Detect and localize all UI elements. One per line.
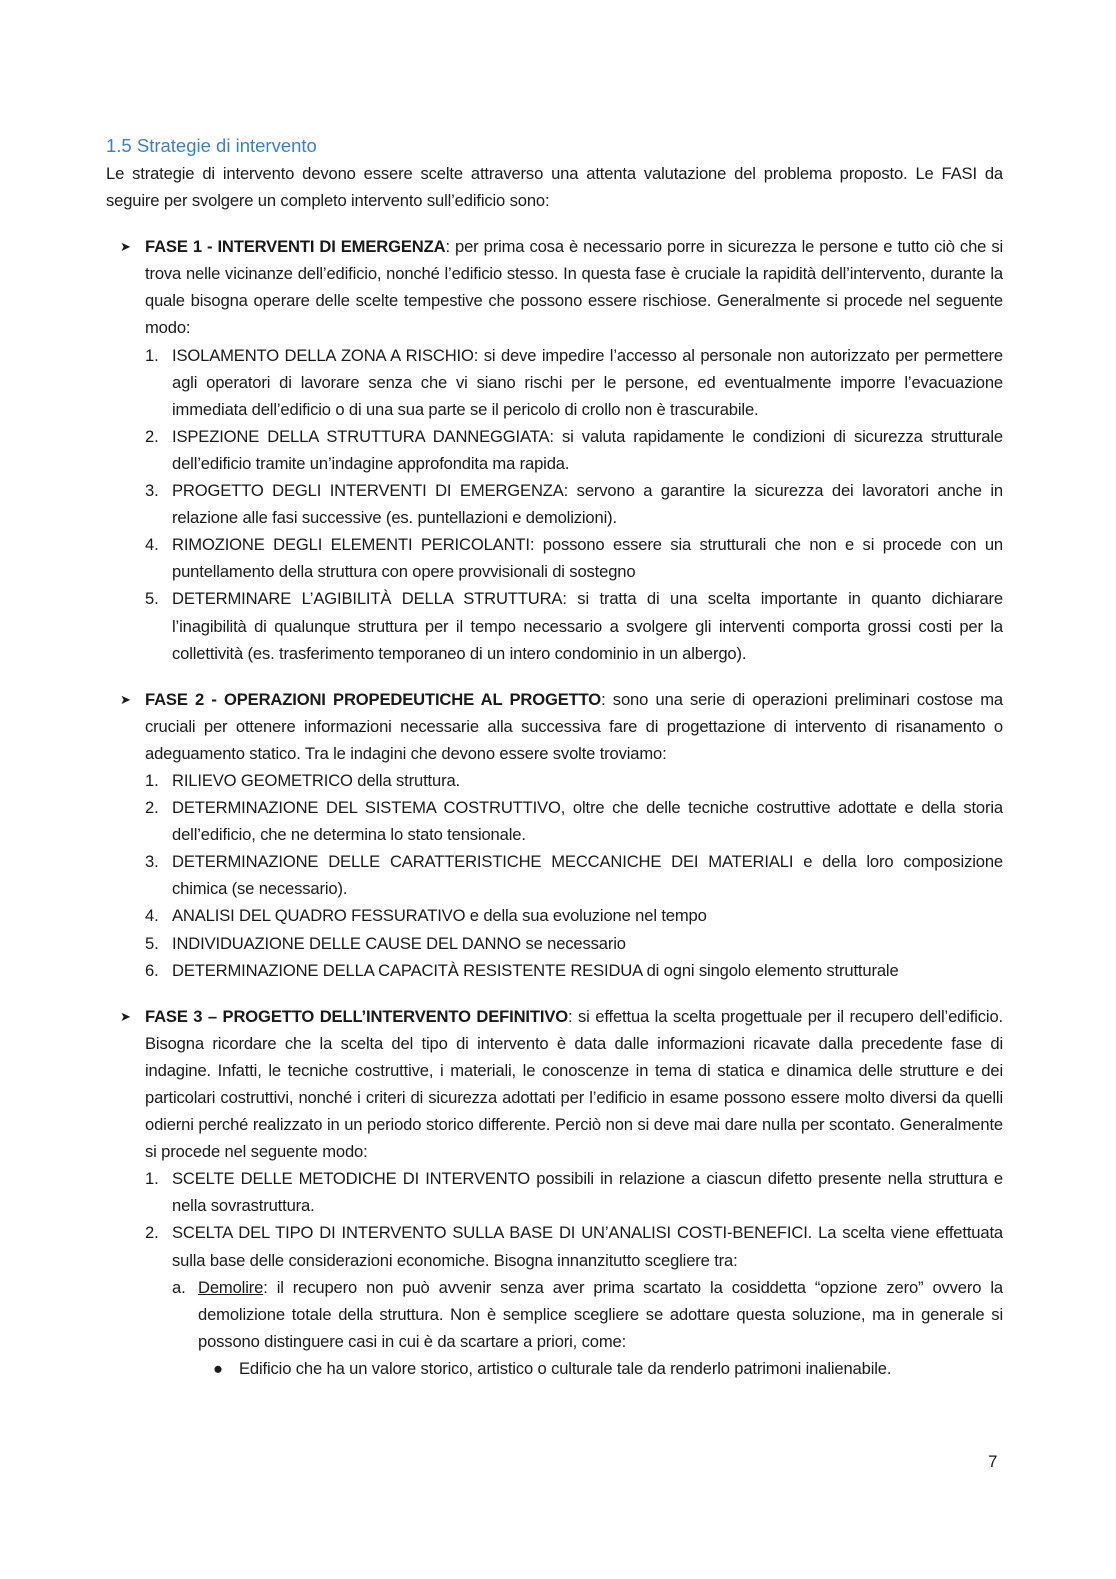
phase-1-title: FASE 1 - INTERVENTI DI EMERGENZA — [145, 237, 446, 257]
phase-1-paragraph — [145, 233, 1003, 341]
list-item: 5. INDIVIDUAZIONE DELLE CAUSE DEL DANNO se necessario — [145, 933, 626, 953]
phase-2 — [106, 686, 1003, 984]
list-item: 5. DETERMINARE L’AGIBILITÀ DELLA STRUTTURA: si tratta di una scelta importante in quanto dichiarare l’inagibilità di qualunque struttura per il tempo necessario a svolgere gli interventi comporta grossi costi per la collettività (es. trasferimento temporaneo di un intero condominio in un albergo). — [145, 589, 1003, 663]
arrow-bullet-icon: ➤ — [120, 691, 131, 707]
phase-1-text: : per prima cosa è necessario porre in sicurezza le persone e tutto ciò che si trova nelle vicinanze dell’edificio, nonché l’edificio stesso. In questa fase è cruciale la rapidità dell’intervento, durante la quale bisogna operare delle scelte tempestive che possono essere rischiose. Generalmente si procede nel seguente modo: — [145, 237, 1004, 338]
section-heading: 1.5 Strategie di intervento — [106, 135, 317, 156]
phase-2-list — [145, 767, 1003, 984]
sub-list-item: a. Demolire: il recupero non può avvenir senza aver prima scartato la cosiddetta “opzione zero” ovvero la demolizione totale della struttura. Non è semplice scegliere se adottare questa soluzione, ma in generale si possono distinguere casi in cui è da scartare a priori, come: ● Edificio che ha un valore storico, artistico o culturale tale da renderlo patrimoni inalienabile. — [172, 1274, 1003, 1382]
phase-3-text: : si effettua la scelta progettuale per il recupero dell’edificio. Bisogna ricordare che la scelta del tipo di intervento è data dalle informazioni ricavate dalla precedente fase di indagine. Infatti, le tecniche costruttive, i materiali, le conoscenze in tema di statica e dinamica delle strutture e dei particolari costruttivi, nonché i criteri di sicurezza adottati per l’edificio in esame possono essere molto diversi da quelli odierni perché realizzato in un periodo storico differente. Perciò non si deve mai dare nulla per scontato. Generalmente si procede nel seguente modo: — [145, 1006, 1003, 1162]
list-item: 4. RIMOZIONE DEGLI ELEMENTI PERICOLANTI: possono essere sia strutturali che non e si procede con un puntellamento della struttura con opere provvisionali di sostegno — [145, 535, 1003, 582]
phase-3-paragraph — [145, 1003, 1003, 1166]
list-item: 2. ISPEZIONE DELLA STRUTTURA DANNEGGIATA: si valuta rapidamente le condizioni di sicurezza strutturale dell’edificio tramite un’indagine approfondita ma rapida. — [145, 426, 1003, 473]
phase-3-title: FASE 3 – PROGETTO DELL’INTERVENTO DEFINITIVO — [145, 1006, 568, 1026]
list-item: 3. DETERMINAZIONE DELLE CARATTERISTICHE MECCANICHE DEI MATERIALI e della loro composizione chimica (se necessario). — [145, 852, 1003, 899]
list-item: 4. ANALISI DEL QUADRO FESSURATIVO e della sua evoluzione nel tempo — [145, 906, 707, 926]
list-item: 1. ISOLAMENTO DELLA ZONA A RISCHIO: si deve impedire l’accesso al personale non autorizzato per permettere agli operatori di lavorare senza che vi siano rischi per le persone, ed eventualmente imporre l’evacuazione immediata dell’edificio o di una sua parte se il pericolo di crollo non è trascurabile. — [145, 345, 1003, 419]
arrow-bullet-icon: ➤ — [120, 239, 131, 255]
phase-3-list — [145, 1165, 1003, 1382]
list-item: 6. DETERMINAZIONE DELLA CAPACITÀ RESISTENTE RESIDUA di ogni singolo elemento strutturale — [145, 960, 899, 980]
bullet-item: ● Edificio che ha un valore storico, artistico o culturale tale da renderlo patrimoni inalienabile. — [198, 1355, 1003, 1382]
list-item: 1. RILIEVO GEOMETRICO della struttura. — [145, 770, 460, 790]
list-item: 3. PROGETTO DEGLI INTERVENTI DI EMERGENZA: servono a garantire la sicurezza dei lavoratori anche in relazione alle fasi successive (es. puntellazioni e demolizioni). — [145, 481, 1003, 528]
arrow-bullet-icon: ➤ — [120, 1008, 131, 1024]
demolire-term: Demolire — [198, 1277, 264, 1297]
bullet-dot-icon: ● — [213, 1358, 223, 1378]
list-item: 2. DETERMINAZIONE DEL SISTEMA COSTRUTTIVO, oltre che delle tecniche costruttive adottate e della storia dell’edificio, che ne determina lo stato tensionale. — [145, 798, 1003, 845]
intro-paragraph: Le strategie di intervento devono essere scelte attraverso una attenta valutazione del problema proposto. Le FASI da seguire per svolgere un completo intervento sull’edificio sono: — [106, 164, 1003, 211]
phase-2-paragraph — [145, 686, 1003, 767]
list-item: 1. SCELTE DELLE METODICHE DI INTERVENTO possibili in relazione a ciascun difetto presente nella struttura e nella sovrastruttura. — [145, 1169, 1003, 1216]
phase-1-list — [145, 342, 1003, 667]
phase-3 — [106, 1003, 1003, 1382]
list-item: 2. SCELTA DEL TIPO DI INTERVENTO SULLA BASE DI UN’ANALISI COSTI-BENEFICI. La scelta viene effettuata sulla base delle considerazioni economiche. Bisogna innanzitutto scegliere tra: a. Demolire: il recupero non può avvenir senza aver prima scartato la cosiddetta “opzione zero” ovvero la demolizione totale della struttura. Non è semplice scegliere se adottare questa soluzione, ma in generale si possono distinguere casi in cui è da scartare a priori, come: ● Edificio che ha un valore storico, artistico o culturale tale da renderlo patrimoni inalienabile. — [145, 1219, 1003, 1382]
page-number: 7 — [988, 1452, 998, 1471]
phase-1 — [106, 233, 1003, 667]
phase-2-title: FASE 2 - OPERAZIONI PROPEDEUTICHE AL PROGETTO — [145, 689, 602, 709]
page-content — [106, 132, 1003, 1382]
phase-2-text: : sono una serie di operazioni preliminari costose ma cruciali per ottenere informazioni necessarie alla successiva fare di progettazione di intervento di risanamento o adeguamento statico. Tra le indagini che devono essere svolte troviamo: — [145, 689, 1003, 763]
